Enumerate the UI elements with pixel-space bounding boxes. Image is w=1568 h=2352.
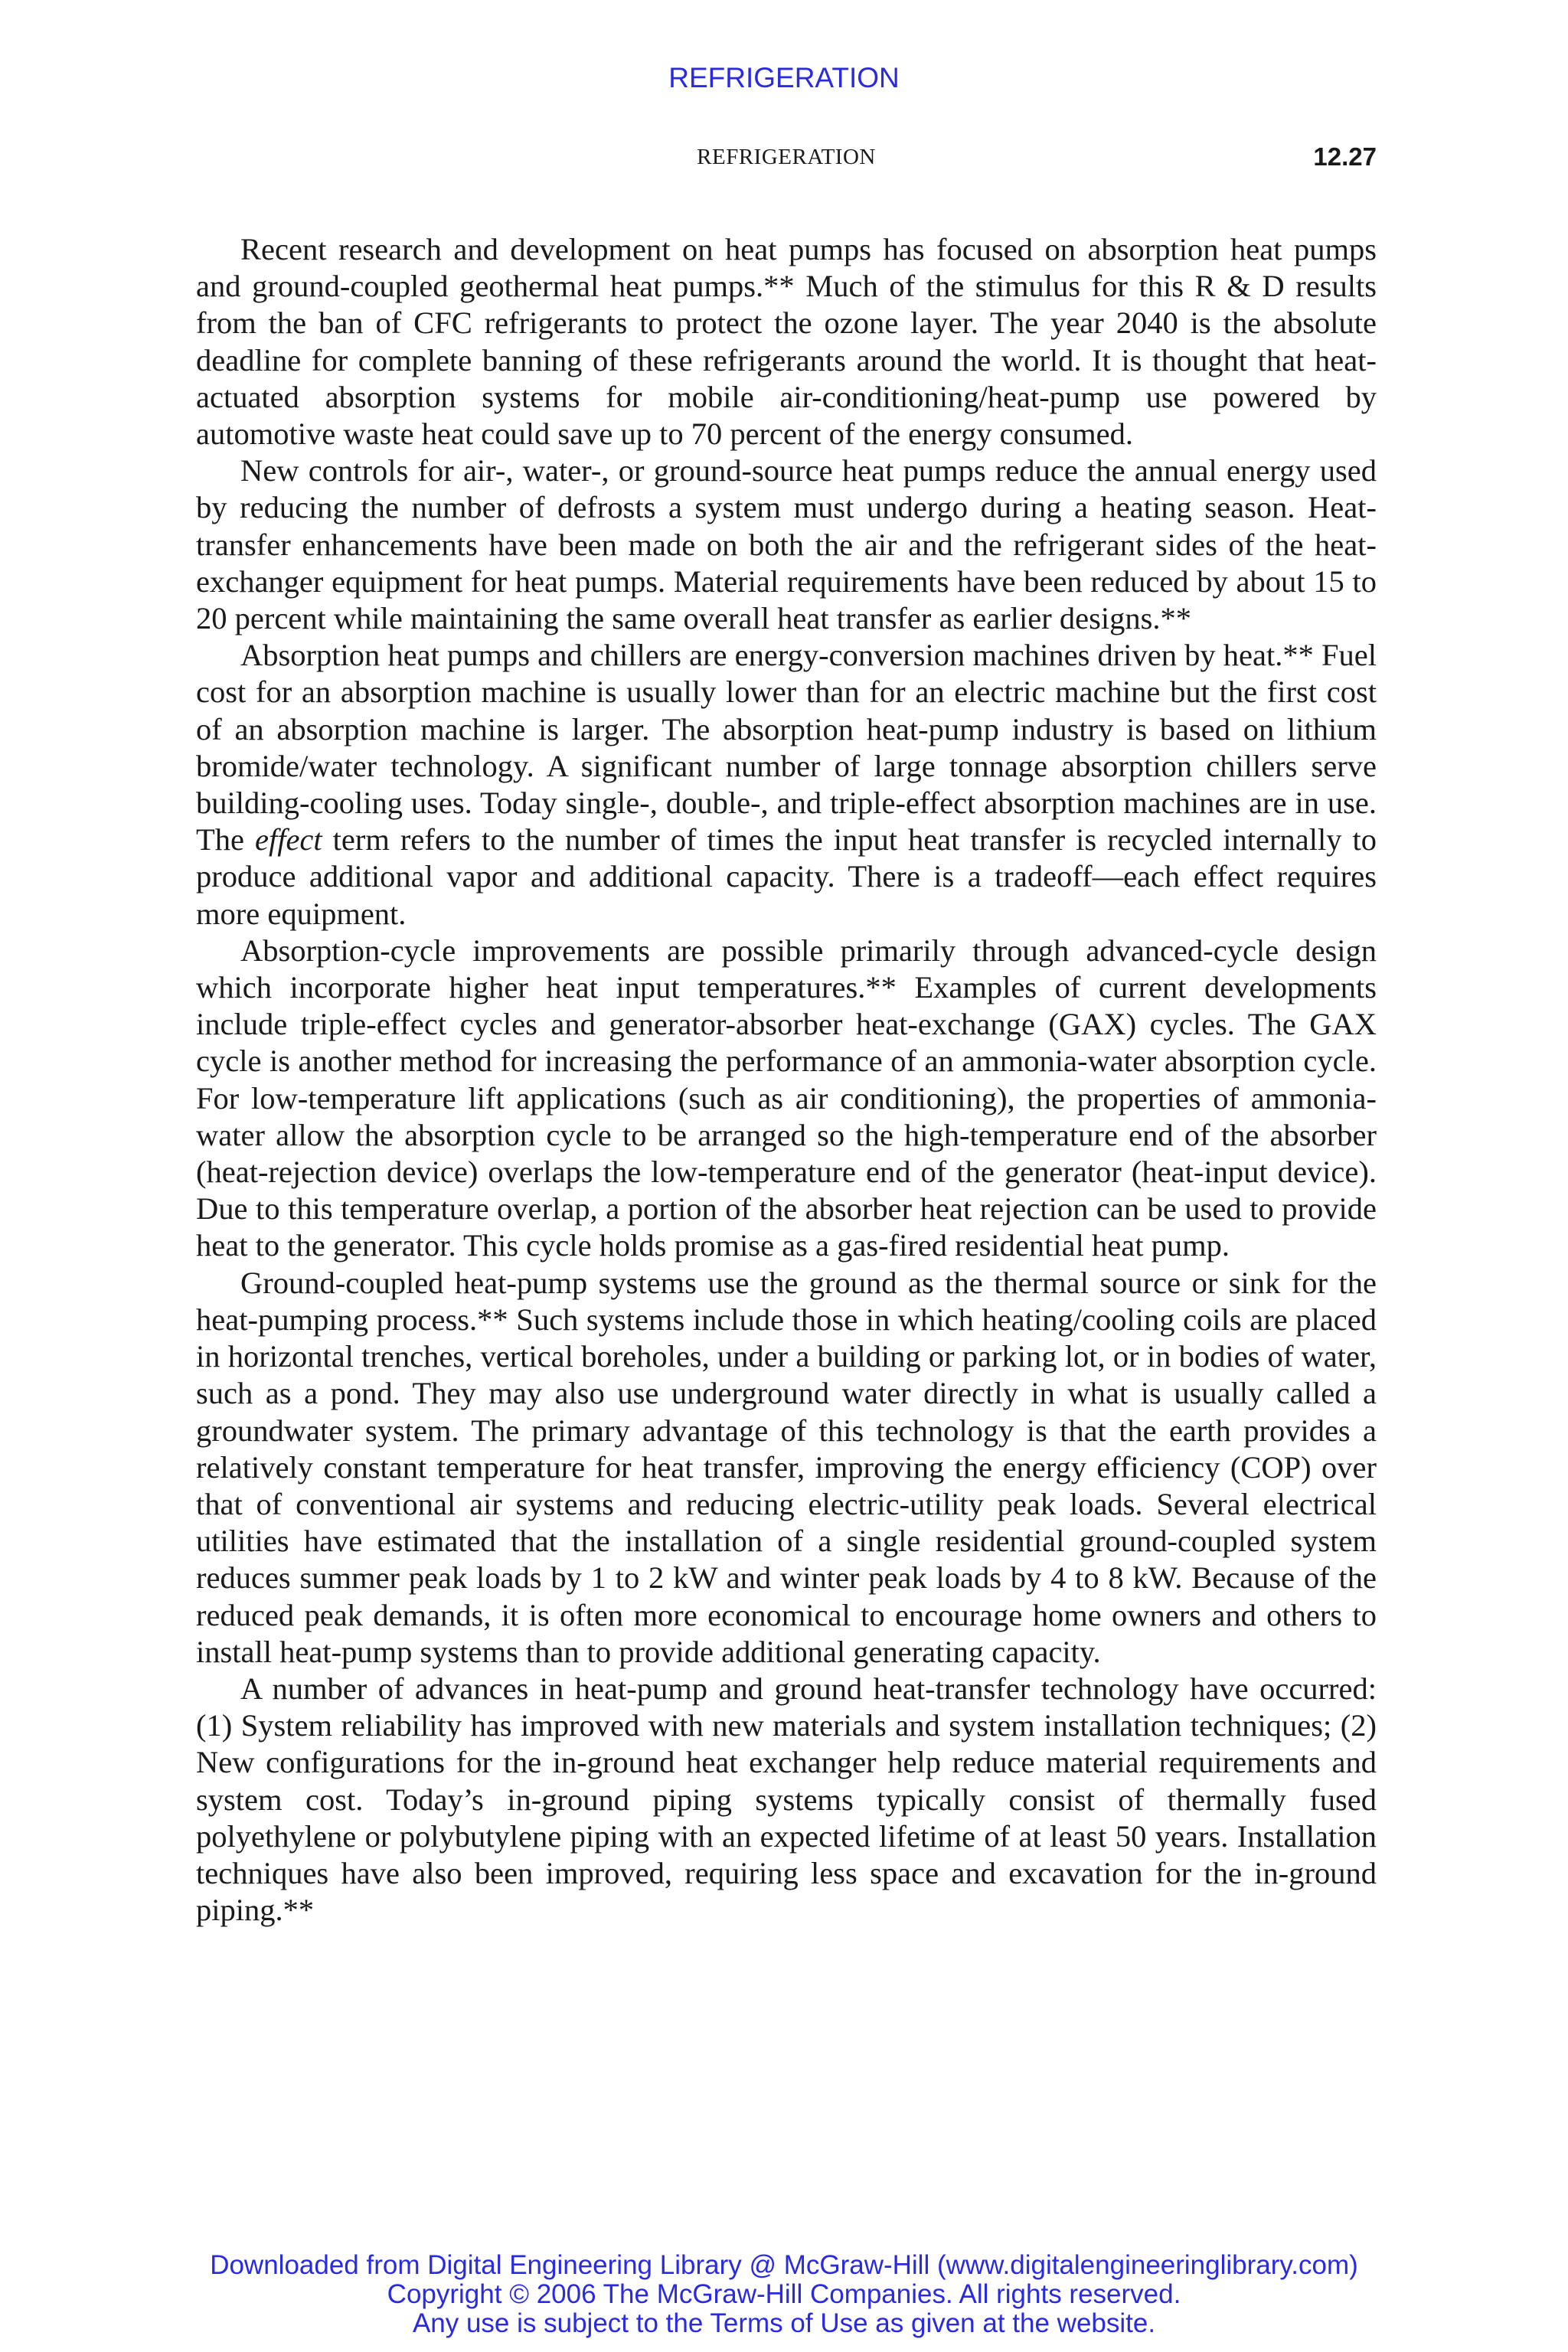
paragraph-new-controls: New controls for air-, water-, or ground-source heat pumps reduce the annual energy used by reducing the number of defrosts a system must undergo during a heating season. Heat-transfer enhancements have been made on both the air and the refrigerant sides of the heat-exchanger equipment for heat pumps. Material requirements have been reduced by about 15 to 20 percent while maintaining the same overall heat transfer as earlier designs.** bbox=[196, 453, 1377, 636]
page-number: 12.27 bbox=[1313, 142, 1377, 171]
italic-term-effect: effect bbox=[254, 822, 322, 858]
paragraph-absorption-chillers bbox=[196, 637, 1377, 933]
footer-terms-link[interactable]: Any use is subject to the Terms of Use as given at the website. bbox=[412, 2308, 1156, 2338]
paragraph-absorption-research: Recent research and development on heat pumps has focused on absorption heat pumps and ground-coupled geothermal heat pumps.** Much of the stimulus for this R & D results from the ban of CFC refrigerants to protect the ozone layer. The year 2040 is the absolute deadline for complete banning of these refrigerants around the world. It is thought that heat-actuated absorption systems for mobile air-conditioning/heat-pump use powered by automotive waste heat could save up to 70 percent of the energy consumed. bbox=[196, 232, 1377, 452]
article-body bbox=[196, 231, 1377, 1929]
running-head-title: REFRIGERATION bbox=[697, 145, 876, 169]
paragraph-text-segment: Absorption heat pumps and chillers are energy-conversion machines driven by heat.** Fuel cost for an absorption machine is usually lower than for an electric machine but the first cost of an absorption machine is larger. The absorption heat-pump industry is based on lithium bromide/water technology. A significant number of large tonnage absorption chillers serve building-cooling uses. Today single-, double-, and triple-effect absorption machines are in use. The bbox=[196, 638, 1377, 858]
footer-copyright-link[interactable]: Copyright © 2006 The McGraw-Hill Companies. All rights reserved. bbox=[387, 2279, 1181, 2309]
paragraph-advances: A number of advances in heat-pump and ground heat-transfer technology have occurred: (1) System reliability has improved with new materials and system installation techniques; (2) New configurations for the in-ground heat exchanger help reduce material requirements and system cost. Today’s in-ground piping systems typically consist of thermally fused polyethylene or polybutylene piping with an expected lifetime of at least 50 years. Installation techniques have also been improved, requiring less space and excavation for the in-ground piping.** bbox=[196, 1671, 1377, 1928]
paragraph-text-segment: term refers to the number of times the input heat transfer is recycled internally to produce additional vapor and additional capacity. There is a tradeoff—each effect requires more equipment. bbox=[196, 822, 1377, 931]
running-head bbox=[196, 138, 1377, 176]
footer-notice bbox=[0, 2251, 1568, 2338]
paragraph-ground-coupled: Ground-coupled heat-pump systems use the ground as the thermal source or sink for the heat-pumping process.** Such systems include those in which heating/cooling coils are placed in horizontal trenches, vertical boreholes, under a building or parking lot, or in bodies of water, such as a pond. They may also use underground water directly in what is usually called a groundwater system. The primary advantage of this technology is that the earth provides a relatively constant temperature for heat transfer, improving the energy efficiency (COP) over that of conventional air systems and reducing electric-utility peak loads. Several electrical utilities have estimated that the installation of a single residential ground-coupled system reduces summer peak loads by 1 to 2 kW and winter peak loads by 4 to 8 kW. Because of the reduced peak demands, it is often more economical to encourage home owners and others to install heat-pump systems than to provide additional generating capacity. bbox=[196, 1265, 1377, 1669]
chapter-banner-link[interactable]: REFRIGERATION bbox=[668, 62, 900, 93]
paragraph-absorption-cycle: Absorption-cycle improvements are possible primarily through advanced-cycle design which incorporate higher heat input temperatures.** Examples of current developments include triple-effect cycles and generator-absorber heat-exchange (GAX) cycles. The GAX cycle is another method for increasing the performance of an ammonia-water absorption cycle. For low-temperature lift applications (such as air conditioning), the properties of ammonia-water allow the absorption cycle to be arranged so the high-temperature end of the absorber (heat-rejection device) overlaps the low-temperature end of the generator (heat-input device). Due to this temperature overlap, a portion of the absorber heat rejection can be used to provide heat to the generator. This cycle holds promise as a gas-fired residential heat pump. bbox=[196, 933, 1377, 1263]
footer-download-link[interactable]: Downloaded from Digital Engineering Library @ McGraw-Hill (www.digitalengineeringlibrary.com) bbox=[210, 2250, 1358, 2280]
